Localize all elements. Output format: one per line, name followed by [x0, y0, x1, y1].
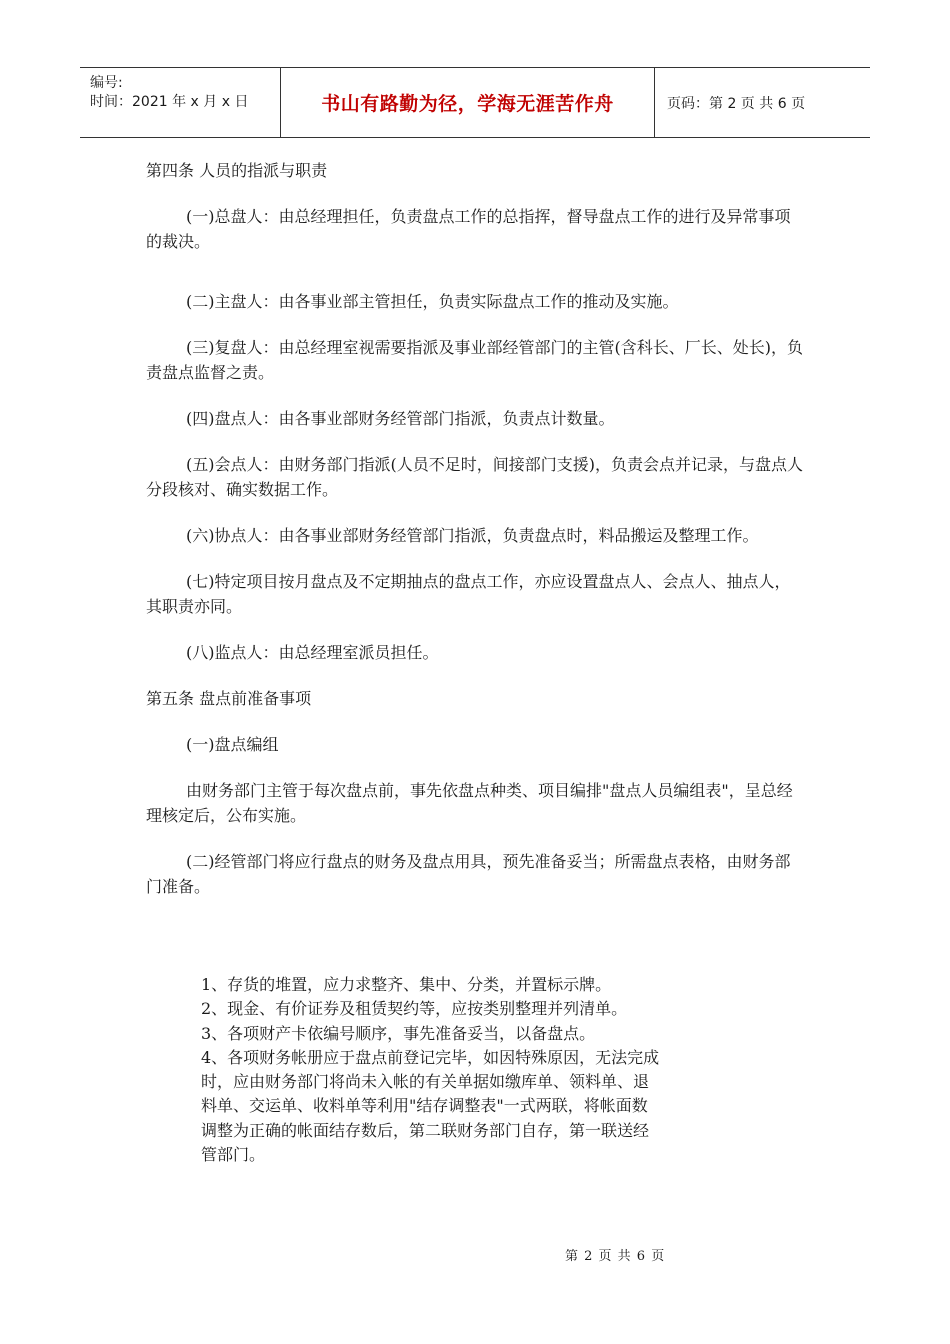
paragraph: (五)会点人：由财务部门指派(人员不足时，间接部门支援)，负责会点并记录，与盘点人分段核对、确实数据工作。 [146, 455, 803, 499]
paragraph: (七)特定项目按月盘点及不定期抽点的盘点工作，亦应设置盘点人、会点人、抽点人，其职责亦同。 [146, 572, 791, 616]
header-meta [80, 68, 281, 137]
list-item-continuation: 管部门。 [201, 1145, 266, 1165]
list-item-continuation: 调整为正确的帐面结存数后，第二联财务部门自存，第一联送经 [201, 1120, 650, 1140]
preparation-list [201, 973, 761, 1167]
paragraph: (四)盘点人：由各事业部财务经管部门指派，负责点计数量。 [186, 409, 615, 428]
paragraph: (二)主盘人：由各事业部主管担任，负责实际盘点工作的推动及实施。 [186, 292, 679, 311]
doc-number-label: 编号: [90, 75, 123, 91]
doc-time-label: 时间：2021 年 x 月 x 日 [90, 94, 249, 110]
paragraph: (三)复盘人：由总经理室视需要指派及事业部经管部门的主管(含科长、厂长、处长)，负责盘点监督之责。 [146, 338, 803, 382]
paragraph: (六)协点人：由各事业部财务经管部门指派，负责盘点时，料品搬运及整理工作。 [186, 526, 759, 545]
list-item: 3、各项财产卡依编号顺序，事先准备妥当，以备盘点。 [201, 1023, 596, 1043]
paragraph: (一)盘点编组 [186, 735, 279, 754]
list-item: 4、各项财务帐册应于盘点前登记完毕，如因特殊原因，无法完成 [201, 1047, 660, 1067]
document-body [146, 158, 806, 913]
list-item: 2、现金、有价证券及租赁契约等，应按类别整理并列清单。 [201, 999, 628, 1019]
paragraph: (一)总盘人：由总经理担任，负责盘点工作的总指挥，督导盘点工作的进行及异常事项的裁决。 [146, 207, 791, 251]
article-5-title: 第五条 盘点前准备事项 [146, 689, 312, 708]
page-footer: 第 2 页 共 6 页 [565, 1249, 666, 1264]
paragraph: (二)经管部门将应行盘点的财务及盘点用具，预先准备妥当；所需盘点表格，由财务部门准备。 [146, 852, 791, 896]
header-motto: 书山有路勤为径，学海无涯苦作舟 [281, 68, 655, 137]
page-header [80, 67, 870, 138]
paragraph: 由财务部门主管于每次盘点前，事先依盘点种类、项目编排"盘点人员编组表"，呈总经理核定后，公布实施。 [146, 781, 793, 825]
paragraph: (八)监点人：由总经理室派员担任。 [186, 643, 439, 662]
list-item: 1、存货的堆置，应力求整齐、集中、分类，并置标示牌。 [201, 975, 612, 994]
list-item-continuation: 料单、交运单、收料单等利用"结存调整表"一式两联，将帐面数 [201, 1096, 648, 1116]
list-item-continuation: 时，应由财务部门将尚未入帐的有关单据如缴库单、领料单、退 [201, 1072, 650, 1092]
article-4-title: 第四条 人员的指派与职责 [146, 161, 328, 180]
header-page-number: 页码：第 2 页 共 6 页 [667, 95, 806, 112]
